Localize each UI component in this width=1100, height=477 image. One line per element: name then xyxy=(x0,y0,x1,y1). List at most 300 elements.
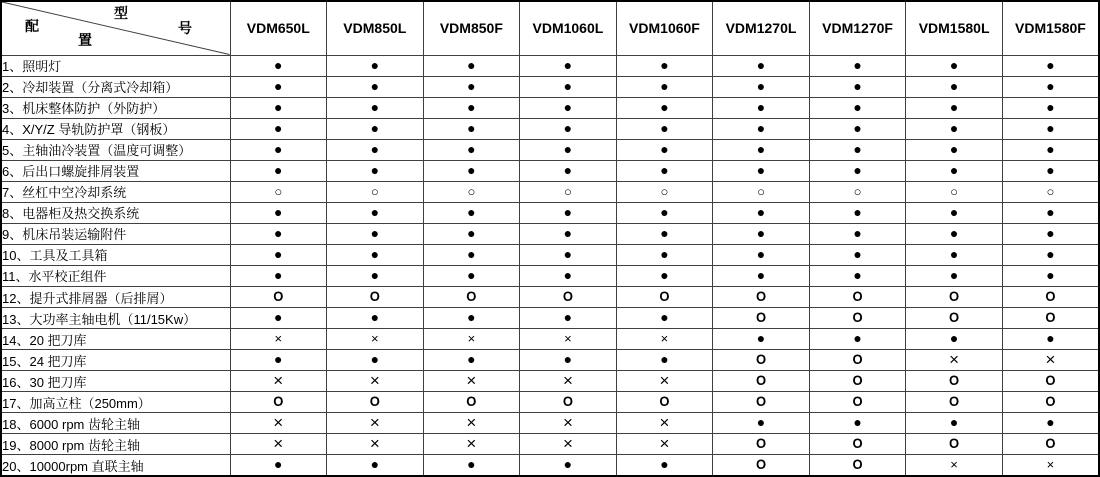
option-cell xyxy=(809,455,906,476)
filled-dot-symbol: ● xyxy=(467,98,476,115)
option-cell xyxy=(616,118,713,139)
table-row xyxy=(1,244,1099,265)
cross-symbol: × xyxy=(369,433,380,453)
corner-label-model-char1: 型 xyxy=(114,5,128,21)
row-label: 2、冷却装置（分离式冷却箱） xyxy=(1,76,230,97)
filled-dot-symbol: ● xyxy=(949,161,959,178)
option-cell xyxy=(713,118,810,139)
option-cell xyxy=(423,118,520,139)
option-cell xyxy=(616,371,713,392)
option-cell xyxy=(616,202,713,223)
row-label: 5、主轴油冷装置（温度可调整） xyxy=(1,139,230,160)
header-corner-cell xyxy=(1,1,230,55)
option-cell xyxy=(713,223,810,244)
open-circle-symbol: O xyxy=(466,393,477,410)
filled-dot-symbol: ● xyxy=(949,140,959,157)
table-row xyxy=(1,371,1099,392)
option-cell xyxy=(809,160,906,181)
filled-dot-symbol: ● xyxy=(660,77,669,94)
table-row xyxy=(1,139,1099,160)
option-cell xyxy=(713,329,810,350)
option-cell xyxy=(230,350,327,371)
open-circle-symbol: O xyxy=(562,393,573,410)
open-circle-symbol: O xyxy=(852,288,863,305)
option-cell xyxy=(423,76,520,97)
filled-dot-symbol: ● xyxy=(1046,56,1055,73)
option-cell xyxy=(520,55,617,76)
filled-dot-symbol: ● xyxy=(756,56,766,73)
row-label: 9、机床吊装运输附件 xyxy=(1,223,230,244)
filled-dot-symbol: ● xyxy=(1046,266,1055,283)
filled-dot-symbol: ● xyxy=(1046,414,1055,431)
option-cell xyxy=(809,139,906,160)
option-cell xyxy=(520,350,617,371)
option-cell xyxy=(230,308,327,329)
filled-dot-symbol: ● xyxy=(660,119,669,136)
option-cell xyxy=(809,55,906,76)
option-cell xyxy=(713,202,810,223)
filled-dot-symbol: ● xyxy=(756,414,766,431)
option-cell xyxy=(327,223,424,244)
option-cell xyxy=(616,181,713,202)
filled-dot-symbol: ● xyxy=(949,245,959,262)
filled-dot-symbol: ● xyxy=(660,203,669,220)
cross-symbol: × xyxy=(1045,349,1056,369)
filled-dot-symbol: ● xyxy=(853,56,862,73)
cross-symbol: × xyxy=(273,433,284,453)
option-cell xyxy=(809,413,906,434)
filled-dot-symbol: ● xyxy=(563,309,573,326)
filled-dot-symbol: ● xyxy=(563,119,573,136)
open-circle-symbol: O xyxy=(949,435,960,452)
filled-dot-symbol: ● xyxy=(467,56,476,73)
open-circle-symbol: ○ xyxy=(660,183,669,199)
option-cell xyxy=(616,265,713,286)
filled-dot-symbol: ● xyxy=(660,224,669,241)
option-cell xyxy=(327,371,424,392)
option-cell xyxy=(713,287,810,308)
table-row xyxy=(1,118,1099,139)
filled-dot-symbol: ● xyxy=(660,266,669,283)
open-circle-symbol: O xyxy=(755,309,767,326)
row-label: 12、提升式排屑器（后排屑） xyxy=(1,287,230,308)
option-cell xyxy=(423,434,520,455)
open-circle-symbol: O xyxy=(1045,435,1056,452)
option-cell xyxy=(906,97,1003,118)
filled-dot-symbol: ● xyxy=(467,351,476,368)
option-cell xyxy=(906,329,1003,350)
option-cell xyxy=(423,265,520,286)
cross-symbol: × xyxy=(949,349,960,369)
filled-dot-symbol: ● xyxy=(274,77,283,94)
open-circle-symbol: O xyxy=(852,456,863,473)
option-cell xyxy=(423,392,520,413)
filled-dot-symbol: ● xyxy=(274,456,283,473)
cross-symbol: × xyxy=(273,412,284,432)
option-cell xyxy=(809,244,906,265)
option-cell xyxy=(713,308,810,329)
filled-dot-symbol: ● xyxy=(853,161,862,178)
cross-symbol: × xyxy=(659,370,670,390)
option-cell xyxy=(809,434,906,455)
option-cell xyxy=(520,308,617,329)
table-row xyxy=(1,329,1099,350)
open-circle-symbol: O xyxy=(466,288,477,305)
filled-dot-symbol: ● xyxy=(756,140,766,157)
filled-dot-symbol: ● xyxy=(370,309,380,326)
cross-symbol: × xyxy=(950,457,958,473)
table-row xyxy=(1,308,1099,329)
filled-dot-symbol: ● xyxy=(563,140,573,157)
filled-dot-symbol: ● xyxy=(467,266,476,283)
filled-dot-symbol: ● xyxy=(949,414,959,431)
row-label: 8、电器柜及热交换系统 xyxy=(1,202,230,223)
option-cell xyxy=(616,392,713,413)
filled-dot-symbol: ● xyxy=(370,56,380,73)
filled-dot-symbol: ● xyxy=(853,414,862,431)
filled-dot-symbol: ● xyxy=(660,140,669,157)
table-row xyxy=(1,97,1099,118)
option-cell xyxy=(327,202,424,223)
row-label: 16、30 把刀库 xyxy=(1,371,230,392)
filled-dot-symbol: ● xyxy=(274,266,283,283)
option-cell xyxy=(520,371,617,392)
option-cell xyxy=(616,413,713,434)
row-label: 1、照明灯 xyxy=(1,55,230,76)
row-label: 13、大功率主轴电机（11/15Kw） xyxy=(1,308,230,329)
option-cell xyxy=(616,97,713,118)
option-cell xyxy=(809,350,906,371)
option-cell xyxy=(713,76,810,97)
filled-dot-symbol: ● xyxy=(660,245,669,262)
open-circle-symbol: O xyxy=(755,288,767,305)
option-cell xyxy=(1002,139,1099,160)
open-circle-symbol: O xyxy=(755,393,767,410)
filled-dot-symbol: ● xyxy=(563,98,573,115)
filled-dot-symbol: ● xyxy=(949,98,959,115)
option-cell xyxy=(1002,97,1099,118)
header-row xyxy=(1,1,1099,55)
option-cell xyxy=(1002,287,1099,308)
filled-dot-symbol: ● xyxy=(853,266,862,283)
open-circle-symbol: O xyxy=(755,372,767,389)
option-cell xyxy=(327,139,424,160)
option-cell xyxy=(1002,308,1099,329)
open-circle-symbol: O xyxy=(273,288,284,305)
row-label: 20、10000rpm 直联主轴 xyxy=(1,455,230,476)
option-cell xyxy=(809,97,906,118)
table-row xyxy=(1,181,1099,202)
filled-dot-symbol: ● xyxy=(467,309,476,326)
filled-dot-symbol: ● xyxy=(1046,224,1055,241)
filled-dot-symbol: ● xyxy=(756,266,766,283)
cross-symbol: × xyxy=(273,370,284,390)
filled-dot-symbol: ● xyxy=(756,77,766,94)
filled-dot-symbol: ● xyxy=(756,161,766,178)
option-cell xyxy=(423,139,520,160)
filled-dot-symbol: ● xyxy=(370,140,380,157)
option-cell xyxy=(327,265,424,286)
row-label: 7、丝杠中空冷却系统 xyxy=(1,181,230,202)
option-cell xyxy=(809,118,906,139)
option-cell xyxy=(520,287,617,308)
option-cell xyxy=(230,287,327,308)
filled-dot-symbol: ● xyxy=(660,456,669,473)
option-cell xyxy=(1002,76,1099,97)
option-cell xyxy=(906,118,1003,139)
open-circle-symbol: O xyxy=(852,351,863,368)
option-cell xyxy=(327,160,424,181)
option-cell xyxy=(1002,118,1099,139)
filled-dot-symbol: ● xyxy=(563,245,573,262)
filled-dot-symbol: ● xyxy=(563,351,573,368)
filled-dot-symbol: ● xyxy=(949,119,959,136)
open-circle-symbol: O xyxy=(1045,372,1056,389)
option-cell xyxy=(809,287,906,308)
option-cell xyxy=(520,76,617,97)
option-cell xyxy=(520,139,617,160)
filled-dot-symbol: ● xyxy=(370,456,380,473)
filled-dot-symbol: ● xyxy=(949,224,959,241)
filled-dot-symbol: ● xyxy=(467,77,476,94)
option-cell xyxy=(906,181,1003,202)
row-label: 19、8000 rpm 齿轮主轴 xyxy=(1,434,230,455)
option-cell xyxy=(230,413,327,434)
option-cell xyxy=(230,371,327,392)
filled-dot-symbol: ● xyxy=(274,203,283,220)
model-header: VDM1580F xyxy=(1002,1,1099,55)
open-circle-symbol: O xyxy=(1045,288,1056,305)
open-circle-symbol: O xyxy=(852,372,863,389)
option-cell xyxy=(906,434,1003,455)
option-cell xyxy=(906,413,1003,434)
option-cell xyxy=(906,244,1003,265)
cross-symbol: × xyxy=(659,433,670,453)
option-cell xyxy=(327,392,424,413)
table-body xyxy=(1,55,1099,476)
option-cell xyxy=(1002,455,1099,476)
table-row xyxy=(1,455,1099,476)
option-cell xyxy=(423,202,520,223)
option-cell xyxy=(520,434,617,455)
filled-dot-symbol: ● xyxy=(370,245,380,262)
option-cell xyxy=(520,392,617,413)
model-header: VDM1060F xyxy=(616,1,713,55)
filled-dot-symbol: ● xyxy=(949,77,959,94)
option-cell xyxy=(616,55,713,76)
option-cell xyxy=(423,350,520,371)
option-cell xyxy=(1002,202,1099,223)
open-circle-symbol: O xyxy=(852,393,863,410)
option-cell xyxy=(809,202,906,223)
option-cell xyxy=(809,329,906,350)
option-cell xyxy=(423,55,520,76)
option-cell xyxy=(616,308,713,329)
option-cell xyxy=(906,202,1003,223)
option-cell xyxy=(327,244,424,265)
option-cell xyxy=(230,265,327,286)
filled-dot-symbol: ● xyxy=(853,119,862,136)
filled-dot-symbol: ● xyxy=(563,161,573,178)
option-cell xyxy=(809,371,906,392)
row-label: 15、24 把刀库 xyxy=(1,350,230,371)
option-cell xyxy=(713,55,810,76)
option-cell xyxy=(713,434,810,455)
filled-dot-symbol: ● xyxy=(660,56,669,73)
option-cell xyxy=(423,371,520,392)
option-cell xyxy=(423,308,520,329)
option-cell xyxy=(423,287,520,308)
filled-dot-symbol: ● xyxy=(370,77,380,94)
open-circle-symbol: O xyxy=(369,393,380,410)
filled-dot-symbol: ● xyxy=(563,224,573,241)
open-circle-symbol: O xyxy=(755,435,767,452)
option-cell xyxy=(713,350,810,371)
open-circle-symbol: O xyxy=(659,393,670,410)
option-cell xyxy=(616,244,713,265)
filled-dot-symbol: ● xyxy=(756,245,766,262)
filled-dot-symbol: ● xyxy=(274,98,283,115)
open-circle-symbol: O xyxy=(852,435,863,452)
option-cell xyxy=(520,455,617,476)
open-circle-symbol: O xyxy=(1045,309,1056,326)
filled-dot-symbol: ● xyxy=(756,98,766,115)
row-label: 11、水平校正组件 xyxy=(1,265,230,286)
option-cell xyxy=(1002,265,1099,286)
option-cell xyxy=(423,244,520,265)
option-cell xyxy=(230,223,327,244)
filled-dot-symbol: ● xyxy=(756,330,766,347)
filled-dot-symbol: ● xyxy=(370,161,380,178)
option-cell xyxy=(423,181,520,202)
filled-dot-symbol: ● xyxy=(370,351,380,368)
option-cell xyxy=(520,329,617,350)
option-cell xyxy=(1002,413,1099,434)
table-row xyxy=(1,160,1099,181)
open-circle-symbol: O xyxy=(949,309,960,326)
open-circle-symbol: O xyxy=(755,456,767,473)
table-row xyxy=(1,413,1099,434)
filled-dot-symbol: ● xyxy=(1046,161,1055,178)
option-cell xyxy=(327,76,424,97)
corner-label-config-char2: 置 xyxy=(78,32,92,48)
option-cell xyxy=(520,244,617,265)
option-cell xyxy=(809,392,906,413)
filled-dot-symbol: ● xyxy=(756,119,766,136)
option-cell xyxy=(616,455,713,476)
option-cell xyxy=(520,160,617,181)
model-header: VDM1060L xyxy=(520,1,617,55)
cross-symbol: × xyxy=(467,331,476,347)
cross-symbol: × xyxy=(562,412,573,432)
option-cell xyxy=(1002,160,1099,181)
filled-dot-symbol: ● xyxy=(467,161,476,178)
filled-dot-symbol: ● xyxy=(1046,98,1055,115)
option-cell xyxy=(713,265,810,286)
filled-dot-symbol: ● xyxy=(563,56,573,73)
filled-dot-symbol: ● xyxy=(853,98,862,115)
option-cell xyxy=(713,413,810,434)
filled-dot-symbol: ● xyxy=(370,119,380,136)
cross-symbol: × xyxy=(659,412,670,432)
option-cell xyxy=(906,139,1003,160)
filled-dot-symbol: ● xyxy=(467,140,476,157)
option-cell xyxy=(327,287,424,308)
filled-dot-symbol: ● xyxy=(274,351,283,368)
table-row xyxy=(1,350,1099,371)
table-row xyxy=(1,434,1099,455)
option-cell xyxy=(906,392,1003,413)
option-cell xyxy=(423,97,520,118)
option-cell xyxy=(809,308,906,329)
filled-dot-symbol: ● xyxy=(660,98,669,115)
option-cell xyxy=(616,329,713,350)
option-cell xyxy=(906,265,1003,286)
table-row xyxy=(1,223,1099,244)
filled-dot-symbol: ● xyxy=(563,456,573,473)
option-cell xyxy=(906,371,1003,392)
option-cell xyxy=(616,350,713,371)
model-header: VDM850L xyxy=(327,1,424,55)
option-cell xyxy=(713,244,810,265)
option-cell xyxy=(327,97,424,118)
option-cell xyxy=(809,265,906,286)
open-circle-symbol: ○ xyxy=(853,183,862,199)
filled-dot-symbol: ● xyxy=(274,56,283,73)
filled-dot-symbol: ● xyxy=(1046,245,1055,262)
option-cell xyxy=(230,55,327,76)
model-header: VDM1270L xyxy=(713,1,810,55)
option-cell xyxy=(230,244,327,265)
table-row xyxy=(1,76,1099,97)
option-cell xyxy=(520,97,617,118)
cross-symbol: × xyxy=(274,331,283,347)
option-cell xyxy=(1002,350,1099,371)
open-circle-symbol: O xyxy=(949,393,960,410)
filled-dot-symbol: ● xyxy=(467,224,476,241)
option-cell xyxy=(520,181,617,202)
option-cell xyxy=(327,350,424,371)
row-label: 17、加高立柱（250mm） xyxy=(1,392,230,413)
option-cell xyxy=(809,223,906,244)
option-cell xyxy=(713,392,810,413)
filled-dot-symbol: ● xyxy=(853,203,862,220)
option-cell xyxy=(327,181,424,202)
filled-dot-symbol: ● xyxy=(1046,203,1055,220)
option-cell xyxy=(1002,371,1099,392)
cross-symbol: × xyxy=(660,331,669,347)
option-cell xyxy=(423,455,520,476)
row-label: 3、机床整体防护（外防护） xyxy=(1,97,230,118)
filled-dot-symbol: ● xyxy=(660,351,669,368)
option-cell xyxy=(1002,329,1099,350)
option-cell xyxy=(906,55,1003,76)
option-cell xyxy=(423,413,520,434)
open-circle-symbol: O xyxy=(852,309,863,326)
option-cell xyxy=(713,139,810,160)
corner-label-model-char2: 号 xyxy=(178,20,192,36)
option-cell xyxy=(906,287,1003,308)
cross-symbol: × xyxy=(369,370,380,390)
filled-dot-symbol: ● xyxy=(274,224,283,241)
option-cell xyxy=(906,350,1003,371)
filled-dot-symbol: ● xyxy=(563,77,573,94)
option-cell xyxy=(327,308,424,329)
filled-dot-symbol: ● xyxy=(853,77,862,94)
filled-dot-symbol: ● xyxy=(660,309,669,326)
option-cell xyxy=(423,160,520,181)
option-cell xyxy=(230,160,327,181)
